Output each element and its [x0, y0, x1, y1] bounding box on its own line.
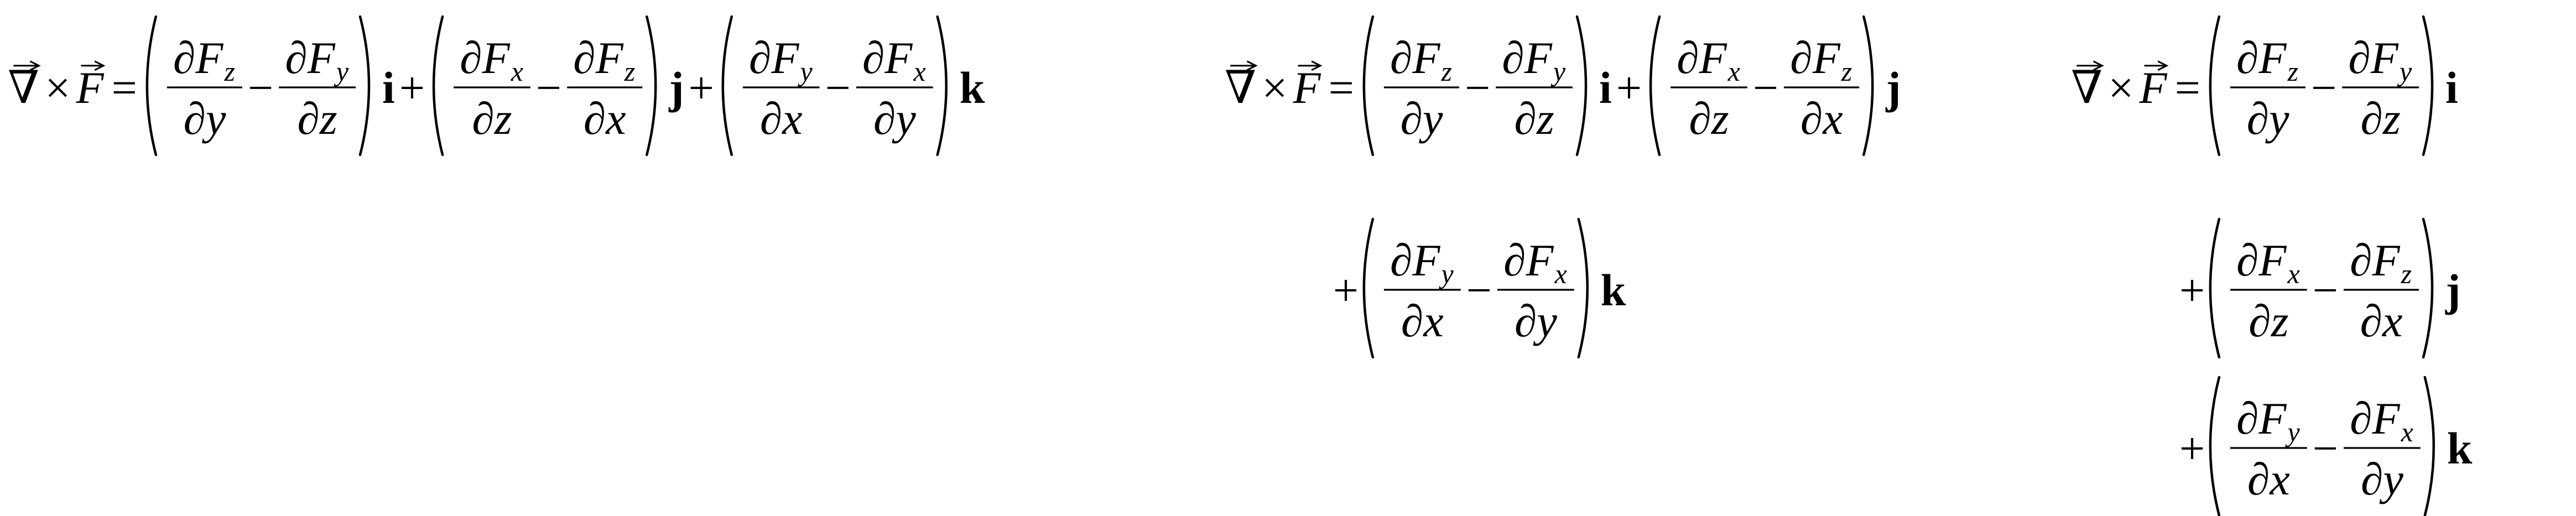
partial-symbol: ∂ [173, 33, 196, 83]
left-paren [2210, 377, 2219, 515]
minus-sign: − [825, 62, 851, 113]
partial-symbol: ∂ [285, 33, 308, 83]
variable-z: z [2382, 93, 2401, 144]
partial-symbol: ∂ [2236, 33, 2259, 83]
fraction-i-1 [1384, 33, 1459, 144]
partial-symbol: ∂ [2360, 296, 2383, 346]
partial-symbol: ∂ [2349, 393, 2372, 444]
unit-vector-j: j [669, 62, 684, 113]
fraction-k-2 [2344, 393, 2421, 504]
fraction-j-1 [454, 33, 530, 144]
F-symbol: F [1812, 33, 1840, 83]
plus-sign: + [2179, 423, 2205, 473]
plus-sign: + [399, 62, 425, 113]
subscript-y: y [1553, 56, 1566, 87]
plus-sign: + [1333, 265, 1359, 315]
fraction-k-1 [1384, 235, 1461, 346]
variable-x: x [1423, 296, 1444, 346]
fraction-i-1 [2230, 33, 2306, 144]
fraction-j-1 [2230, 235, 2307, 346]
term-k [723, 17, 985, 155]
fraction-j-2 [2344, 235, 2419, 346]
fraction-i-2 [2342, 33, 2419, 144]
partial-symbol: ∂ [873, 93, 896, 144]
variable-z: z [1536, 93, 1554, 144]
variable-z: z [494, 93, 512, 144]
minus-sign: − [1464, 62, 1491, 113]
variable-x: x [2382, 296, 2403, 346]
F-symbol: F [1699, 33, 1727, 83]
equals-sign: = [111, 62, 137, 113]
F-symbol: F [2372, 235, 2400, 285]
subscript-x: x [913, 56, 926, 87]
partial-symbol: ∂ [1401, 296, 1424, 346]
equation-three-line [2071, 17, 2473, 515]
term-k [1364, 219, 1626, 357]
term-j [434, 17, 684, 155]
term-i [147, 17, 395, 155]
F-symbol: F [2258, 235, 2287, 285]
fraction-j-1 [1671, 33, 1747, 144]
minus-sign: − [2312, 423, 2338, 473]
variable-y: y [2268, 93, 2289, 144]
minus-sign: − [1752, 62, 1779, 113]
F-symbol: F [884, 33, 913, 83]
left-paren [2210, 17, 2219, 155]
unit-vector-k: k [1600, 265, 1626, 315]
F-symbol: F [1412, 235, 1440, 285]
right-paren [2425, 377, 2434, 515]
partial-symbol: ∂ [573, 33, 596, 83]
unit-vector-j: j [1886, 62, 1901, 113]
subscript-y: y [2287, 416, 2300, 447]
partial-symbol: ∂ [2236, 235, 2259, 285]
variable-z: z [1711, 93, 1729, 144]
fraction-j-2 [567, 33, 642, 144]
equation-one-line [8, 17, 985, 155]
left-paren [1364, 17, 1373, 155]
minus-sign: − [1466, 265, 1492, 315]
partial-symbol: ∂ [1503, 235, 1526, 285]
partial-symbol: ∂ [472, 93, 495, 144]
nabla-symbol: ∇ [1225, 62, 1257, 113]
F-symbol: F [595, 33, 623, 83]
variable-x: x [782, 93, 803, 144]
plus-sign: + [1616, 62, 1642, 113]
term-j [2210, 219, 2460, 357]
unit-vector-i: i [2445, 62, 2458, 113]
F-symbol: F [1526, 235, 1554, 285]
partial-symbol: ∂ [862, 33, 885, 83]
fraction-i-2 [279, 33, 356, 144]
fraction-k-2 [856, 33, 933, 144]
left-paren [2210, 219, 2219, 357]
partial-symbol: ∂ [2249, 296, 2271, 346]
unit-vector-k: k [2447, 423, 2473, 473]
variable-y: y [896, 93, 916, 144]
fraction-k-1 [743, 33, 820, 144]
F-symbol: F [2370, 33, 2398, 83]
right-paren [938, 17, 946, 155]
cross-operator: × [45, 62, 71, 113]
F-symbol: F [195, 33, 223, 83]
partial-symbol: ∂ [2246, 93, 2269, 144]
left-paren [434, 17, 443, 155]
F-symbol: F [771, 33, 799, 83]
subscript-z: z [2287, 56, 2298, 87]
partial-symbol: ∂ [1502, 33, 1524, 83]
partial-symbol: ∂ [297, 93, 320, 144]
subscript-x: x [1554, 258, 1567, 289]
variable-y: y [2383, 454, 2403, 504]
partial-symbol: ∂ [748, 33, 772, 83]
term-i [2210, 17, 2458, 155]
partial-symbol: ∂ [1514, 296, 1537, 346]
subscript-y: y [2399, 56, 2412, 87]
subscript-z: z [1841, 56, 1852, 87]
left-paren [1364, 219, 1373, 357]
variable-y: y [1537, 296, 1557, 346]
cross-operator: × [1262, 62, 1288, 113]
fraction-i-2 [1496, 33, 1573, 144]
partial-symbol: ∂ [1689, 93, 1711, 144]
F-symbol: F [307, 33, 335, 83]
subscript-x: x [2401, 416, 2413, 447]
partial-symbol: ∂ [2348, 33, 2371, 83]
partial-symbol: ∂ [759, 93, 783, 144]
partial-symbol: ∂ [2360, 454, 2384, 504]
subscript-z: z [2401, 258, 2412, 289]
equals-sign: = [1328, 62, 1354, 113]
variable-z: z [319, 93, 337, 144]
term-j [1651, 17, 1901, 155]
partial-symbol: ∂ [1514, 93, 1537, 144]
unit-vector-i: i [1599, 62, 1612, 113]
partial-symbol: ∂ [2236, 393, 2259, 444]
minus-sign: − [535, 62, 562, 113]
partial-symbol: ∂ [1390, 33, 1413, 83]
partial-symbol: ∂ [1390, 235, 1413, 285]
subscript-x: x [511, 56, 523, 87]
term-k [2210, 377, 2473, 515]
fraction-i-1 [167, 33, 242, 144]
partial-symbol: ∂ [2360, 93, 2383, 144]
plus-sign: + [688, 62, 714, 113]
fraction-k-1 [2230, 393, 2307, 504]
vector-F: F [2139, 62, 2167, 113]
right-paren [2423, 17, 2432, 155]
variable-x: x [1823, 93, 1843, 144]
F-symbol: F [2258, 33, 2287, 83]
term-i [1364, 17, 1612, 155]
subscript-z: z [1441, 56, 1452, 87]
F-symbol: F [2258, 393, 2287, 444]
partial-symbol: ∂ [1800, 93, 1823, 144]
vector-F: F [1293, 62, 1321, 113]
partial-symbol: ∂ [583, 93, 606, 144]
partial-symbol: ∂ [183, 93, 206, 144]
fraction-j-2 [1784, 33, 1859, 144]
unit-vector-k: k [959, 62, 985, 113]
right-paren [360, 17, 369, 155]
right-paren [2423, 219, 2432, 357]
unit-vector-j: j [2445, 265, 2461, 315]
right-paren [1577, 17, 1586, 155]
nabla-symbol: ∇ [2071, 62, 2103, 113]
partial-symbol: ∂ [1677, 33, 1699, 83]
subscript-y: y [1441, 258, 1454, 289]
F-symbol: F [2372, 393, 2400, 444]
subscript-z: z [624, 56, 636, 87]
F-symbol: F [1524, 33, 1552, 83]
partial-symbol: ∂ [2247, 454, 2270, 504]
minus-sign: − [247, 62, 274, 113]
right-paren [647, 17, 655, 155]
left-paren [147, 17, 156, 155]
left-paren [1651, 17, 1659, 155]
subscript-y: y [800, 56, 813, 87]
fraction-k-2 [1497, 235, 1574, 346]
subscript-x: x [2287, 258, 2300, 289]
variable-x: x [2270, 454, 2290, 504]
right-paren [1864, 17, 1872, 155]
subscript-z: z [224, 56, 235, 87]
variable-y: y [205, 93, 226, 144]
minus-sign: − [2312, 265, 2338, 315]
partial-symbol: ∂ [1400, 93, 1423, 144]
variable-y: y [1422, 93, 1443, 144]
unit-vector-i: i [382, 62, 395, 113]
cross-operator: × [2108, 62, 2134, 113]
equation-two-line [1225, 17, 1901, 357]
right-paren [1579, 219, 1588, 357]
F-symbol: F [482, 33, 510, 83]
left-paren [723, 17, 732, 155]
subscript-x: x [1727, 56, 1740, 87]
nabla-symbol: ∇ [8, 62, 40, 113]
partial-symbol: ∂ [460, 33, 482, 83]
partial-symbol: ∂ [1790, 33, 1813, 83]
F-symbol: F [1412, 33, 1440, 83]
subscript-y: y [336, 56, 349, 87]
partial-symbol: ∂ [2349, 235, 2372, 285]
minus-sign: − [2310, 62, 2337, 113]
variable-z: z [2271, 296, 2289, 346]
equals-sign: = [2174, 62, 2200, 113]
variable-x: x [606, 93, 626, 144]
plus-sign: + [2179, 265, 2205, 315]
vector-F: F [76, 62, 104, 113]
